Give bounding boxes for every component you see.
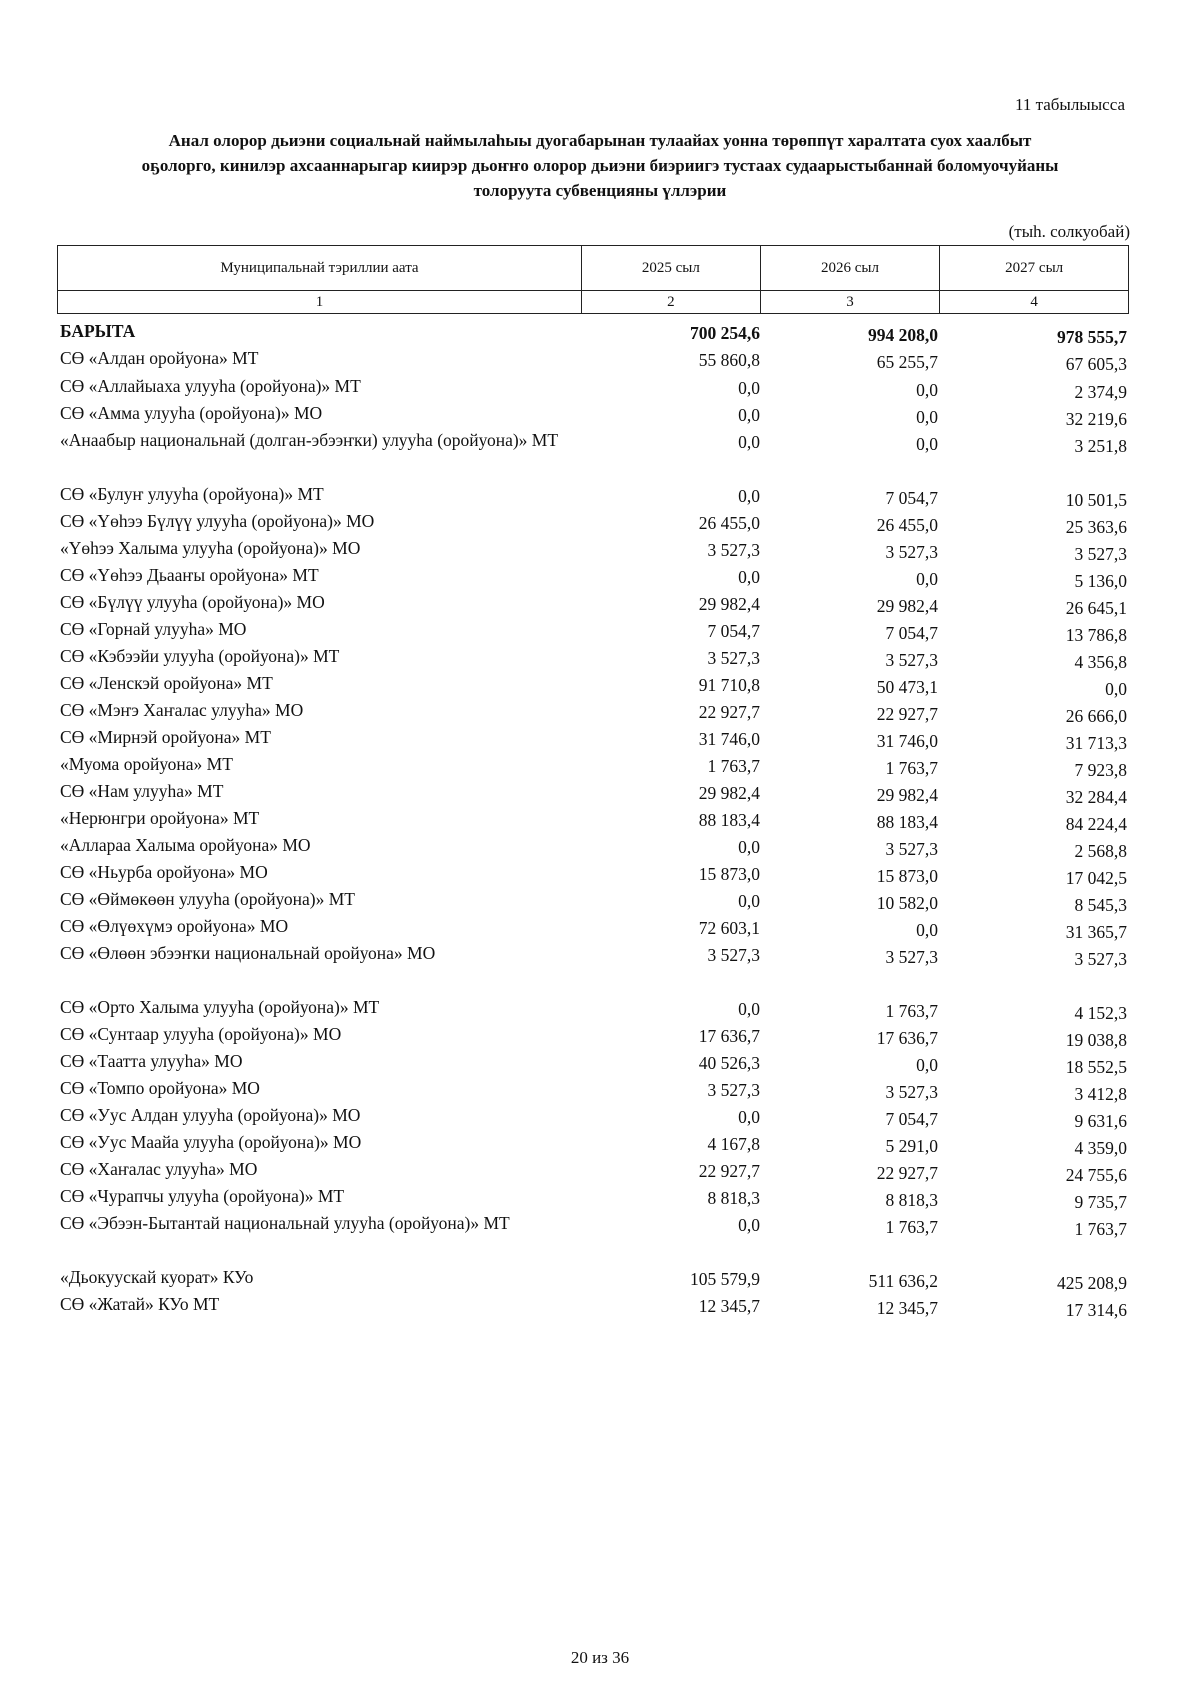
- value-2026: 17 636,7: [876, 1028, 938, 1048]
- page-label: 11 табылыысса: [1014, 95, 1125, 114]
- table-row: [0, 617, 1200, 643]
- value-2027: 19 038,8: [1065, 1030, 1127, 1050]
- value-2025: 3 527,3: [707, 945, 760, 965]
- value-2025: 0,0: [738, 486, 760, 506]
- municipality-name: СӨ «Чурапчы улууһа (оройуона)» МТ: [60, 1186, 345, 1206]
- table-row: [0, 806, 1200, 832]
- municipality-name: СӨ «Хаҥалас улууһа» МО: [60, 1159, 258, 1179]
- value-2027: 978 555,7: [1057, 327, 1127, 347]
- value-2025: 0,0: [738, 891, 760, 911]
- municipality-name: СӨ «Өймөкөөн улууһа (оройуона)» МТ: [60, 889, 355, 909]
- value-2027: 32 219,6: [1065, 409, 1127, 429]
- value-2025: 55 860,8: [698, 350, 760, 370]
- value-2025: 3 527,3: [707, 648, 760, 668]
- value-2027: 4 359,0: [1074, 1138, 1127, 1158]
- value-2027: 8 545,3: [1074, 895, 1127, 915]
- value-2027: 17 314,6: [1065, 1300, 1127, 1320]
- municipality-name: СӨ «Мэҥэ Хаҥалас улууһа» МО: [60, 700, 304, 720]
- value-2026: 0,0: [916, 434, 938, 454]
- header-num-4: 4: [940, 291, 1129, 314]
- title-line: толоруута субвенцияны үллэрии: [473, 181, 727, 200]
- municipality-name: СӨ «Таатта улууһа» МО: [60, 1051, 243, 1071]
- value-2025: 72 603,1: [698, 918, 760, 938]
- value-2025: 0,0: [738, 1215, 760, 1235]
- value-2027: 32 284,4: [1065, 787, 1127, 807]
- value-2027: 7 923,8: [1074, 760, 1127, 780]
- municipality-name: СӨ «Орто Халыма улууһа (оройуона)» МТ: [60, 997, 380, 1017]
- header-2027: 2027 сыл: [940, 246, 1129, 291]
- value-2026: 29 982,4: [876, 596, 938, 616]
- value-2026: 994 208,0: [868, 325, 938, 345]
- table-row: [0, 482, 1200, 508]
- table-row: [0, 941, 1200, 967]
- header-2025: 2025 сыл: [582, 246, 761, 291]
- table-row: [0, 428, 1200, 454]
- value-2026: 88 183,4: [876, 812, 938, 832]
- value-2025: 29 982,4: [698, 783, 760, 803]
- value-2025: 0,0: [738, 405, 760, 425]
- value-2027: 3 527,3: [1074, 544, 1127, 564]
- table-row: [0, 1130, 1200, 1156]
- value-2026: 26 455,0: [876, 515, 938, 535]
- table-row: [0, 509, 1200, 535]
- value-2025: 3 527,3: [707, 1080, 760, 1100]
- municipality-name: «Муома оройуона» МТ: [60, 754, 233, 774]
- value-2026: 0,0: [916, 380, 938, 400]
- value-2026: 1 763,7: [885, 1001, 938, 1021]
- value-2027: 0,0: [1105, 679, 1127, 699]
- municipality-name: СӨ «Сунтаар улууһа (оройуона)» МО: [60, 1024, 342, 1044]
- table-row: [0, 590, 1200, 616]
- value-2026: 3 527,3: [885, 947, 938, 967]
- value-2026: 511 636,2: [868, 1271, 938, 1291]
- value-2025: 17 636,7: [698, 1026, 760, 1046]
- value-2026: 29 982,4: [876, 785, 938, 805]
- value-2026: 0,0: [916, 569, 938, 589]
- value-2026: 22 927,7: [876, 1163, 938, 1183]
- value-2025: 22 927,7: [698, 702, 760, 722]
- table-row: [0, 1076, 1200, 1102]
- table-row: [0, 1022, 1200, 1048]
- table-row: [0, 563, 1200, 589]
- table-row: [0, 374, 1200, 400]
- value-2026: 1 763,7: [885, 1217, 938, 1237]
- table-row: [0, 1049, 1200, 1075]
- table-row: [0, 725, 1200, 751]
- value-2027: 3 251,8: [1074, 436, 1127, 456]
- municipality-name: СӨ «Өлүөхүмэ оройуона» МО: [60, 916, 289, 936]
- municipality-name: СӨ «Бүлүү улууһа (оройуона)» МО: [60, 592, 325, 612]
- value-2027: 3 412,8: [1074, 1084, 1127, 1104]
- value-2025: 31 746,0: [698, 729, 760, 749]
- municipality-name: «Нерюнгри оройуона» МТ: [60, 808, 260, 828]
- header-num-3: 3: [760, 291, 940, 314]
- value-2027: 10 501,5: [1065, 490, 1127, 510]
- value-2027: 25 363,6: [1065, 517, 1127, 537]
- header-municipality: Муниципальнай тэриллии аата: [58, 246, 582, 291]
- municipality-name: СӨ «Уус Алдан улууһа (оройуона)» МО: [60, 1105, 361, 1125]
- value-2026: 7 054,7: [885, 488, 938, 508]
- municipality-name: «Аллараа Халыма оройуона» МО: [60, 835, 311, 855]
- table-row: [0, 833, 1200, 859]
- value-2025: 7 054,7: [707, 621, 760, 641]
- municipality-name: СӨ «Аллайыаха улууһа (оройуона)» МТ: [60, 376, 361, 396]
- municipality-name: «Үөһээ Халыма улууһа (оройуона)» МО: [60, 538, 361, 558]
- value-2025: 105 579,9: [690, 1269, 760, 1289]
- value-2026: 8 818,3: [885, 1190, 938, 1210]
- value-2025: 0,0: [738, 999, 760, 1019]
- municipality-name: СӨ «Уус Маайа улууһа (оройуона)» МО: [60, 1132, 362, 1152]
- document-title: [60, 128, 1140, 203]
- table-row: [0, 346, 1200, 372]
- value-2027: 31 713,3: [1065, 733, 1127, 753]
- municipality-name: СӨ «Алдан оройуона» МТ: [60, 348, 259, 368]
- table-row: [0, 698, 1200, 724]
- value-2026: 22 927,7: [876, 704, 938, 724]
- table-row: [0, 671, 1200, 697]
- table-row: [0, 779, 1200, 805]
- municipality-name: СӨ «Ньурба оройуона» МО: [60, 862, 268, 882]
- table-row: [0, 914, 1200, 940]
- value-2026: 1 763,7: [885, 758, 938, 778]
- municipality-name: СӨ «Жатай» КУо МТ: [60, 1294, 220, 1314]
- municipality-name: СӨ «Мирнэй оройуона» МТ: [60, 727, 271, 747]
- value-2025: 26 455,0: [698, 513, 760, 533]
- value-2027: 2 374,9: [1074, 382, 1127, 402]
- value-2025: 29 982,4: [698, 594, 760, 614]
- table-row: [0, 887, 1200, 913]
- value-2025: 1 763,7: [707, 756, 760, 776]
- total-row: [0, 319, 1200, 345]
- value-2025: 91 710,8: [698, 675, 760, 695]
- value-2027: 17 042,5: [1065, 868, 1127, 888]
- page-number: 20 из 36: [570, 1648, 630, 1667]
- value-2027: 18 552,5: [1065, 1057, 1127, 1077]
- municipality-name: СӨ «Өлөөн эбээҥки национальнай оройуона» МО: [60, 943, 436, 963]
- municipality-name: СӨ «Ленскэй оройуона» МТ: [60, 673, 273, 693]
- table-row: [0, 644, 1200, 670]
- units-label: (тыһ. солкуобай): [1008, 222, 1130, 241]
- table-row: [0, 995, 1200, 1021]
- value-2025: 0,0: [738, 837, 760, 857]
- value-2025: 12 345,7: [698, 1296, 760, 1316]
- table-row: [0, 1292, 1200, 1318]
- table-header: [57, 245, 1129, 314]
- value-2025: 15 873,0: [698, 864, 760, 884]
- table-row: [0, 536, 1200, 562]
- table-row: [0, 401, 1200, 427]
- value-2025: 0,0: [738, 1107, 760, 1127]
- header-2026: 2026 сыл: [760, 246, 940, 291]
- value-2026: 0,0: [916, 1055, 938, 1075]
- value-2027: 67 605,3: [1065, 354, 1127, 374]
- value-2027: 425 208,9: [1057, 1273, 1127, 1293]
- value-2027: 1 763,7: [1074, 1219, 1127, 1239]
- municipality-name: СӨ «Үөһээ Дьааҥы оройуона» МТ: [60, 565, 319, 585]
- municipality-name: СӨ «Горнай улууһа» МО: [60, 619, 247, 639]
- header-num-2: 2: [582, 291, 761, 314]
- table-row: [0, 1184, 1200, 1210]
- value-2026: 3 527,3: [885, 542, 938, 562]
- municipality-name: СӨ «Нам улууһа» МТ: [60, 781, 224, 801]
- table-row: [0, 860, 1200, 886]
- table-row: [0, 1103, 1200, 1129]
- value-2027: 13 786,8: [1065, 625, 1127, 645]
- value-2025: 3 527,3: [707, 540, 760, 560]
- value-2027: 4 356,8: [1074, 652, 1127, 672]
- value-2025: 40 526,3: [698, 1053, 760, 1073]
- value-2025: 0,0: [738, 432, 760, 452]
- value-2025: 4 167,8: [707, 1134, 760, 1154]
- table-row: [0, 1157, 1200, 1183]
- value-2025: 88 183,4: [698, 810, 760, 830]
- municipality-name: СӨ «Үөһээ Бүлүү улууһа (оройуона)» МО: [60, 511, 375, 531]
- value-2026: 0,0: [916, 920, 938, 940]
- value-2027: 84 224,4: [1065, 814, 1127, 834]
- value-2026: 10 582,0: [876, 893, 938, 913]
- value-2026: 0,0: [916, 407, 938, 427]
- value-2027: 5 136,0: [1074, 571, 1127, 591]
- municipality-name: СӨ «Кэбээйи улууһа (оройуона)» МТ: [60, 646, 340, 666]
- municipality-name: СӨ «Булуҥ улууһа (оройуона)» МТ: [60, 484, 324, 504]
- value-2026: 12 345,7: [876, 1298, 938, 1318]
- value-2027: 24 755,6: [1065, 1165, 1127, 1185]
- value-2026: 65 255,7: [876, 352, 938, 372]
- value-2027: 9 631,6: [1074, 1111, 1127, 1131]
- title-line: Анал олорор дьиэни социальнай наймылаһыы дуогабарынан тулаайах уонна төрөппүт харалтата суох хаалбыт: [168, 131, 1032, 150]
- table-row: [0, 1265, 1200, 1291]
- value-2025: 0,0: [738, 567, 760, 587]
- value-2027: 2 568,8: [1074, 841, 1127, 861]
- municipality-name: «Анаабыр национальнай (долган-эбээҥки) улууһа (оройуона)» МТ: [60, 430, 559, 450]
- value-2025: 700 254,6: [690, 323, 760, 343]
- value-2025: 8 818,3: [707, 1188, 760, 1208]
- value-2027: 26 645,1: [1065, 598, 1127, 618]
- value-2026: 50 473,1: [876, 677, 938, 697]
- table-row: [0, 1211, 1200, 1237]
- value-2027: 4 152,3: [1074, 1003, 1127, 1023]
- municipality-name: СӨ «Томпо оройуона» МО: [60, 1078, 260, 1098]
- value-2026: 3 527,3: [885, 839, 938, 859]
- municipality-name: «Дьокуускай куорат» КУо: [60, 1267, 254, 1287]
- municipality-name: СӨ «Эбээн-Бытантай национальнай улууһа (оройуона)» МТ: [60, 1213, 510, 1233]
- table-row: [0, 752, 1200, 778]
- value-2026: 3 527,3: [885, 650, 938, 670]
- value-2027: 9 735,7: [1074, 1192, 1127, 1212]
- value-2027: 31 365,7: [1065, 922, 1127, 942]
- value-2027: 26 666,0: [1065, 706, 1127, 726]
- value-2027: 3 527,3: [1074, 949, 1127, 969]
- header-num-1: 1: [58, 291, 582, 314]
- value-2025: 22 927,7: [698, 1161, 760, 1181]
- value-2026: 15 873,0: [876, 866, 938, 886]
- municipality-name: БАРЫТА: [60, 321, 136, 341]
- value-2026: 7 054,7: [885, 623, 938, 643]
- value-2026: 7 054,7: [885, 1109, 938, 1129]
- title-line: оҕолорго, кинилэр ахсааннарыгар киирэр дьоҥҥо олорор дьиэни биэриигэ тустаах судаарыстыбаннай боломуочуйаны: [141, 156, 1059, 175]
- value-2026: 3 527,3: [885, 1082, 938, 1102]
- value-2025: 0,0: [738, 378, 760, 398]
- municipality-name: СӨ «Амма улууһа (оройуона)» МО: [60, 403, 323, 423]
- value-2026: 31 746,0: [876, 731, 938, 751]
- value-2026: 5 291,0: [885, 1136, 938, 1156]
